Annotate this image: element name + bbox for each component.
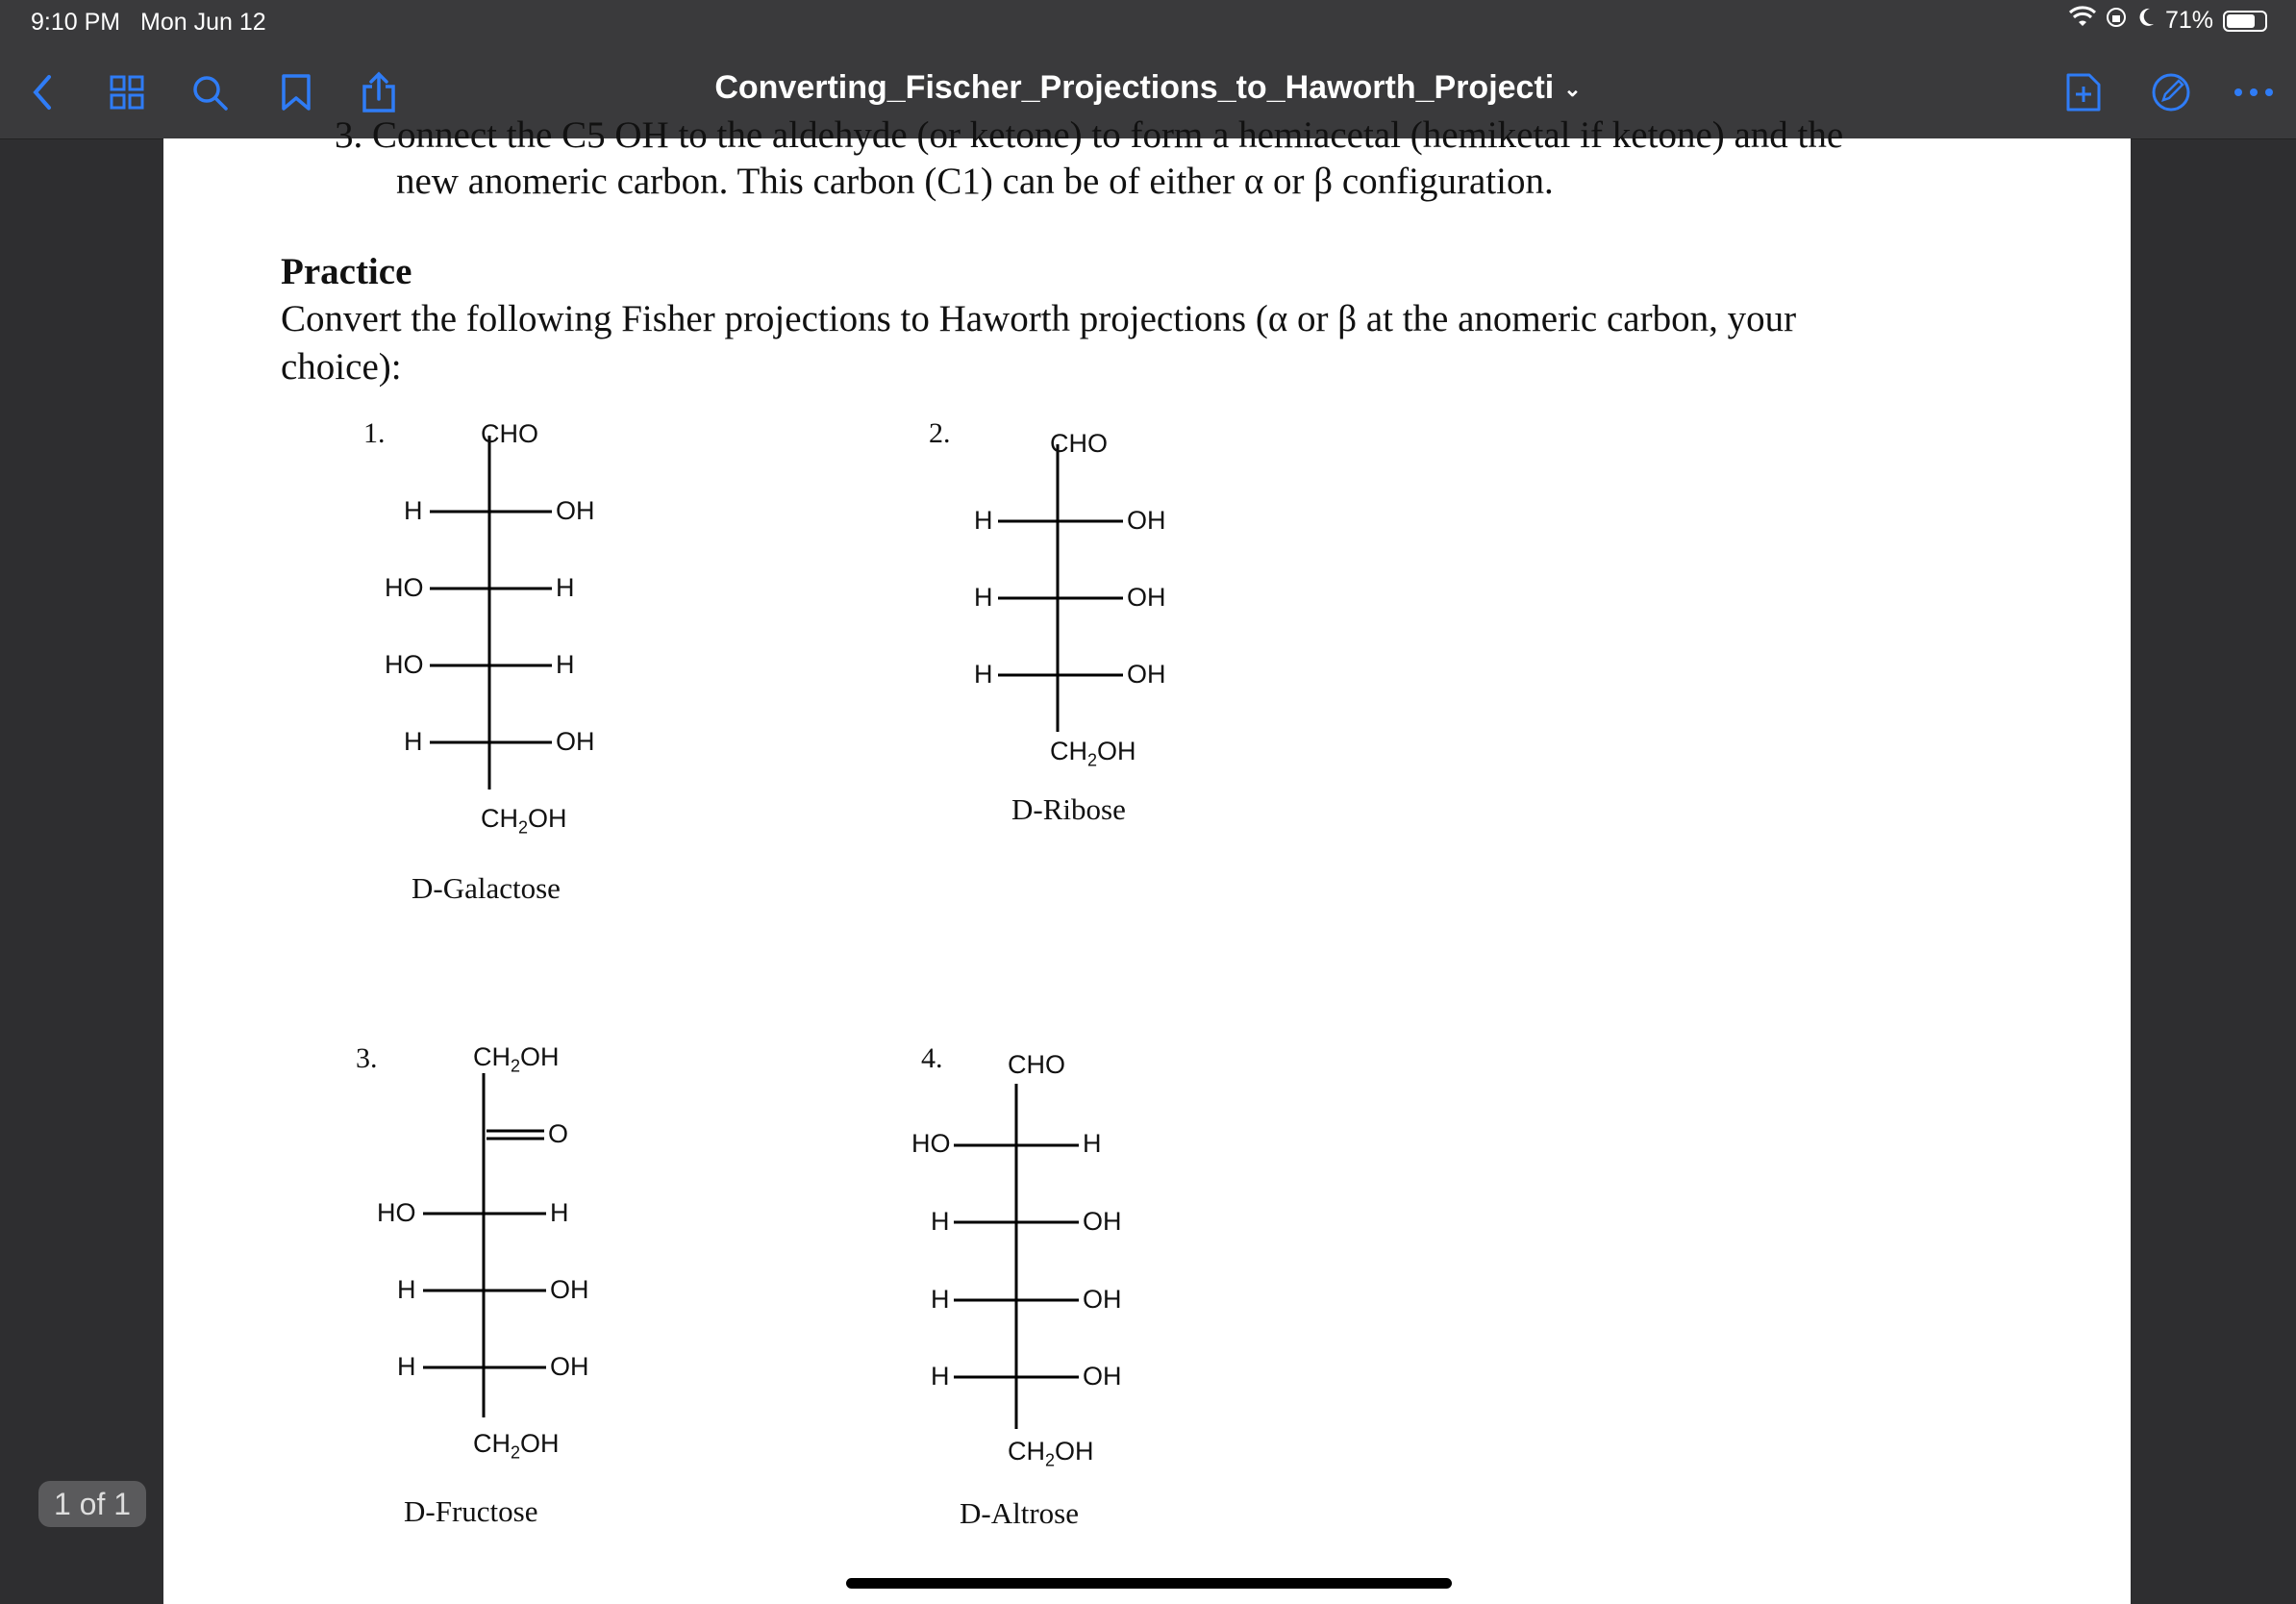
status-bar bbox=[0, 0, 2296, 44]
fischer-left-group: HO bbox=[385, 573, 424, 602]
fischer-right-group: OH bbox=[550, 1352, 589, 1381]
fischer-left-group: HO bbox=[911, 1129, 951, 1158]
status-date: Mon Jun 12 bbox=[140, 9, 266, 36]
fischer-top-group: CHO bbox=[1050, 429, 1108, 458]
fischer-left-group: H bbox=[404, 496, 423, 525]
cut-off-text-line: 3. Connect the C5 OH to the aldehyde (or ketone) to form a hemiacetal (hemiketal if ketone) and the bbox=[335, 114, 1844, 156]
fischer-right-group: OH bbox=[1127, 506, 1166, 535]
fischer-top-group: CHO bbox=[1008, 1050, 1065, 1079]
sugar-name: D-Altrose bbox=[960, 1496, 1079, 1530]
fischer-right-group: H bbox=[550, 1198, 569, 1227]
structure-number: 1. bbox=[363, 417, 386, 449]
instructions-line-2: choice): bbox=[281, 346, 402, 388]
intro-text-line: new anomeric carbon. This carbon (C1) can be of either α or β configuration. bbox=[396, 161, 1554, 202]
fischer-left-group: H bbox=[931, 1285, 950, 1314]
fischer-left-group: H bbox=[974, 660, 993, 689]
structure-number: 2. bbox=[929, 417, 951, 449]
fischer-right-group: OH bbox=[556, 727, 595, 756]
sugar-name: D-Galactose bbox=[412, 871, 561, 905]
fischer-left-group: HO bbox=[377, 1198, 416, 1227]
structure-number: 3. bbox=[356, 1042, 378, 1074]
fischer-left-group: HO bbox=[385, 650, 424, 679]
sugar-name: D-Ribose bbox=[1011, 792, 1126, 826]
fischer-bottom-group: $CH_2OH$ bbox=[1050, 737, 1136, 770]
status-right bbox=[2069, 7, 2267, 35]
add-page-icon[interactable] bbox=[2062, 71, 2105, 113]
document-title-text: Converting_Fischer_Projections_to_Haworth_Projecti bbox=[714, 69, 1555, 106]
pdf-page[interactable] bbox=[163, 114, 2131, 1604]
carbonyl-oxygen: O bbox=[548, 1119, 569, 1148]
fischer-bottom-group: $CH_2OH$ bbox=[473, 1429, 560, 1463]
moon-icon bbox=[2136, 7, 2156, 35]
sugar-name: D-Fructose bbox=[404, 1494, 538, 1528]
fischer-right-group: OH bbox=[550, 1275, 589, 1304]
fischer-left-group: H bbox=[974, 583, 993, 612]
fischer-right-group: OH bbox=[1083, 1207, 1122, 1236]
fischer-top-group: CHO bbox=[481, 419, 538, 448]
fischer-right-group: H bbox=[1083, 1129, 1102, 1158]
structure-number: 4. bbox=[921, 1042, 943, 1074]
fischer-left-group: H bbox=[931, 1207, 950, 1236]
orientation-lock-icon bbox=[2106, 7, 2127, 35]
fischer-right-group: H bbox=[556, 650, 575, 679]
home-indicator[interactable] bbox=[846, 1578, 1452, 1589]
markup-pen-icon[interactable] bbox=[2150, 71, 2192, 113]
fischer-left-group: H bbox=[974, 506, 993, 535]
fischer-right-group: OH bbox=[1083, 1285, 1122, 1314]
practice-heading: Practice bbox=[281, 251, 412, 292]
fischer-top-group: $CH_2OH$ bbox=[473, 1042, 560, 1076]
fischer-right-group: OH bbox=[1127, 583, 1166, 612]
instructions-line-1: Convert the following Fisher projections to Haworth projections (α or β at the anomeric carbon, your bbox=[281, 298, 1797, 339]
fischer-bottom-group: $CH_2OH$ bbox=[1008, 1437, 1094, 1470]
chevron-down-icon: ⌄ bbox=[1563, 77, 1582, 102]
fischer-left-group: H bbox=[397, 1352, 416, 1381]
fischer-bottom-group: $CH_2OH$ bbox=[481, 804, 567, 838]
more-icon[interactable] bbox=[2233, 71, 2275, 113]
fischer-right-group: OH bbox=[1127, 660, 1166, 689]
wifi-icon bbox=[2069, 7, 2096, 35]
status-time: 9:10 PM bbox=[31, 9, 121, 36]
fischer-right-group: H bbox=[556, 573, 575, 602]
battery-percent: 71% bbox=[2164, 7, 2213, 34]
fischer-left-group: H bbox=[931, 1362, 950, 1391]
fischer-right-group: OH bbox=[556, 496, 595, 525]
fischer-right-group: OH bbox=[1083, 1362, 1122, 1391]
battery-icon bbox=[2223, 11, 2267, 32]
document-title[interactable] bbox=[0, 69, 2296, 107]
page-indicator: 1 of 1 bbox=[38, 1481, 146, 1527]
fischer-left-group: H bbox=[404, 727, 423, 756]
fischer-left-group: H bbox=[397, 1275, 416, 1304]
